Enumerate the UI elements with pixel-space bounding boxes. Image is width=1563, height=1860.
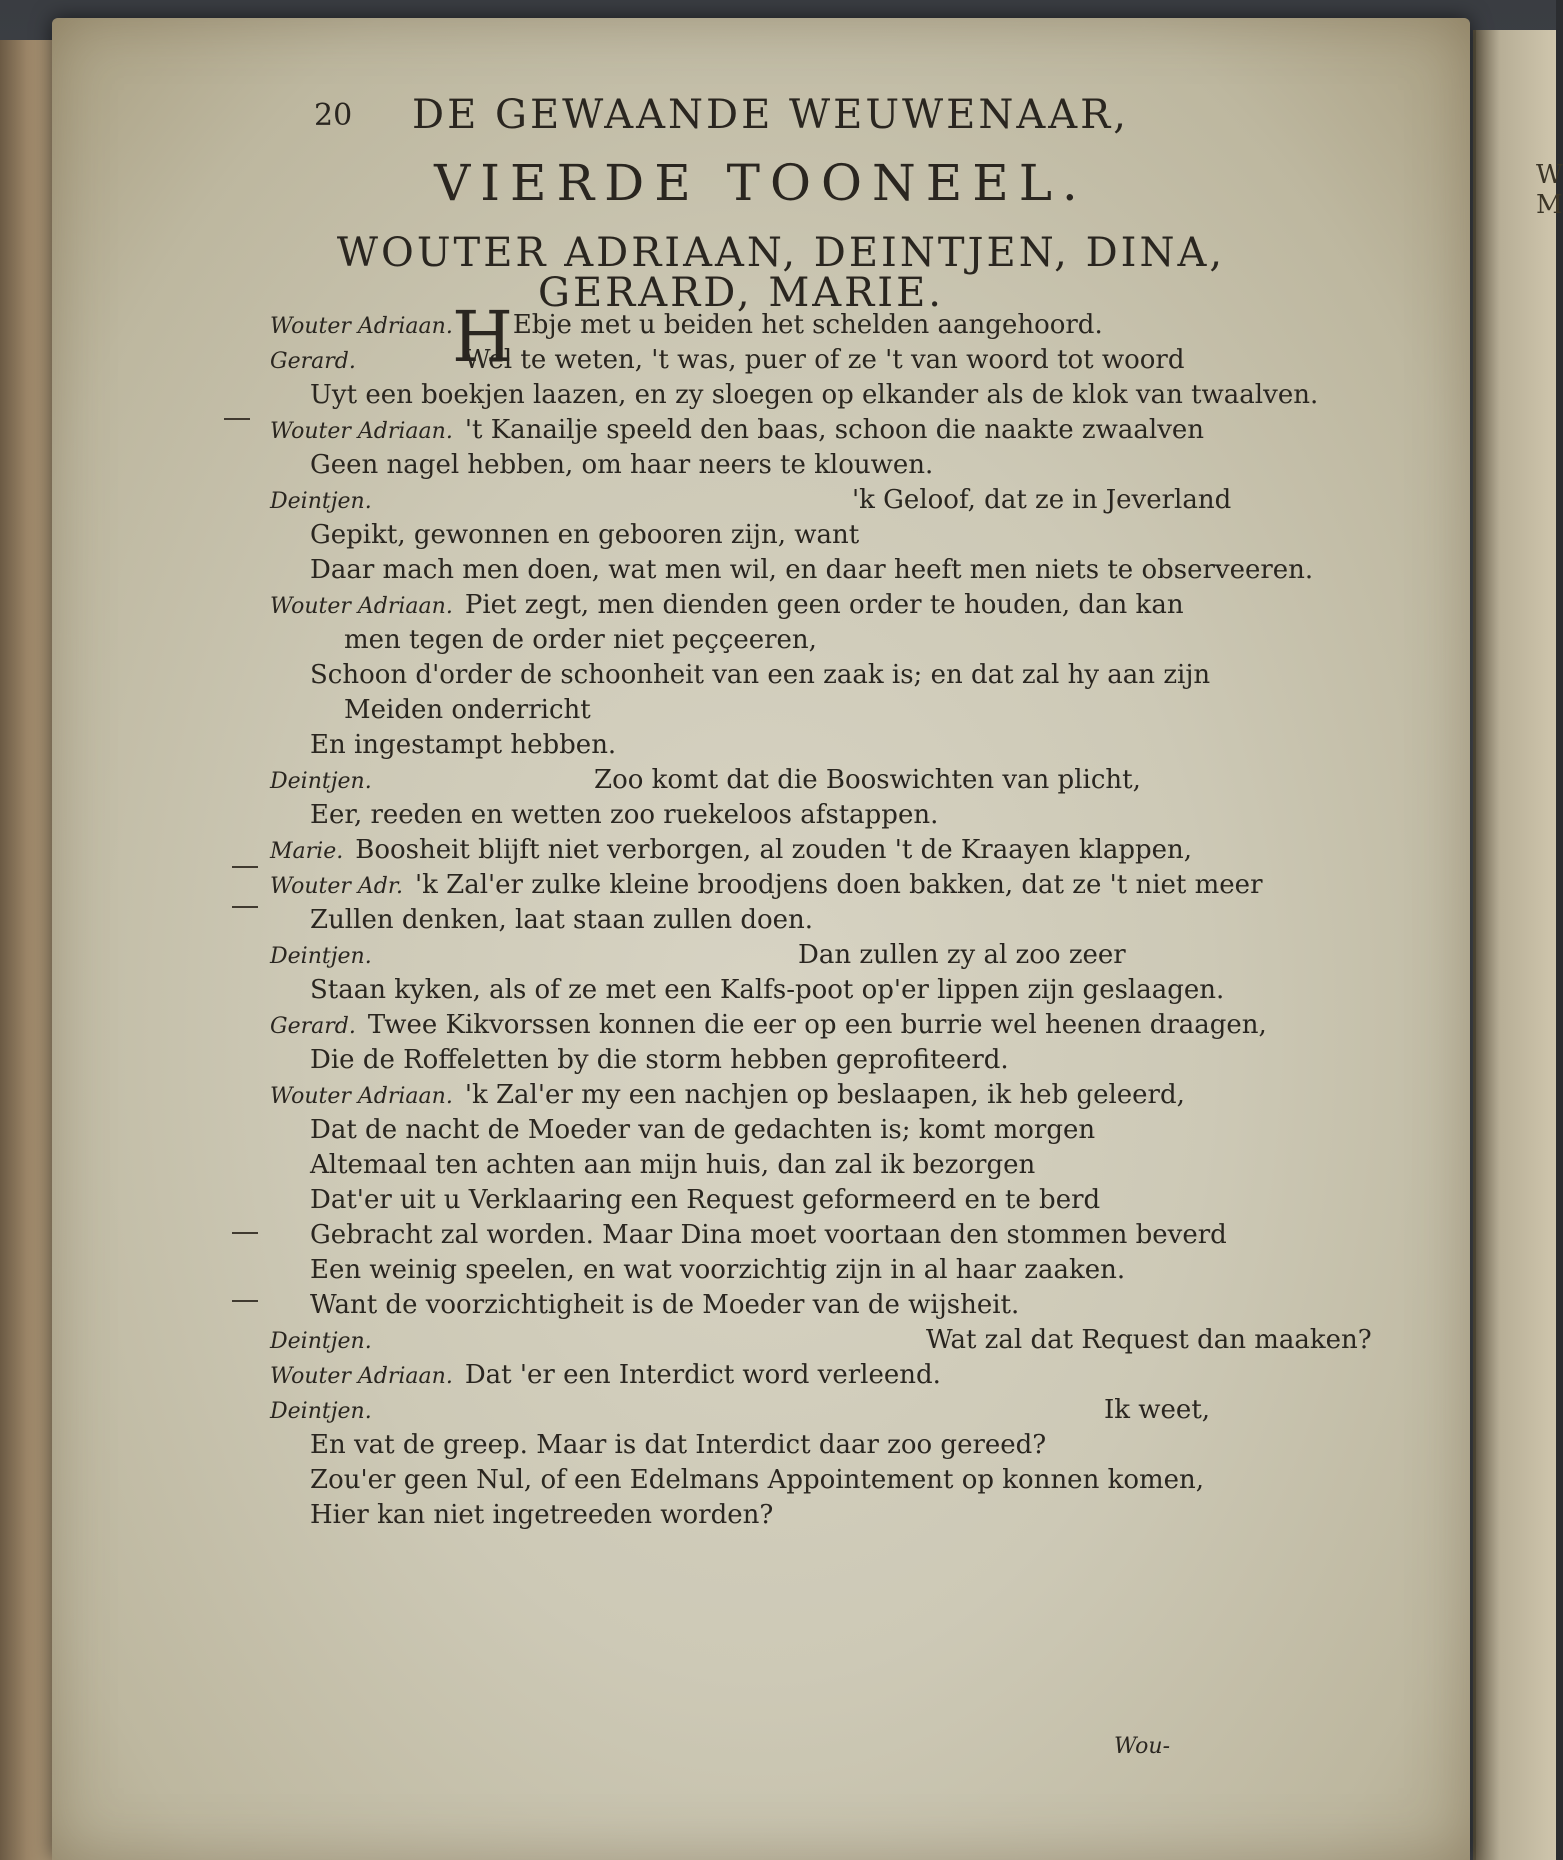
line-text: Een weinig speelen, en wat voorzichtig zijn in al haar zaaken. xyxy=(310,1255,1126,1285)
scene-title: VIERDE TOONEEL. xyxy=(434,154,1088,212)
drop-cap: H xyxy=(452,296,514,378)
dialogue-line xyxy=(310,448,933,482)
line-text: Wel te weten, 't was, puer of ze 't van woord tot woord xyxy=(463,345,1185,375)
line-text: Ebje met u beiden het schelden aangehoord. xyxy=(512,310,1103,340)
speaker-name: Deintjen. xyxy=(270,769,372,794)
line-text: 'k Geloof, dat ze in Jeverland xyxy=(852,485,1232,515)
dialogue-line xyxy=(270,938,384,974)
line-text: Meiden onderricht xyxy=(344,695,591,725)
line-text: En vat de greep. Maar is dat Interdict daar zoo gereed? xyxy=(310,1430,1047,1460)
dialogue-line xyxy=(270,833,1192,869)
line-text: 'k Zal'er zulke kleine broodjens doen bakken, dat ze 't niet meer xyxy=(414,870,1263,900)
line-text: Zullen denken, laat staan zullen doen. xyxy=(310,905,814,935)
dialogue-line xyxy=(310,1253,1125,1287)
line-text: Zoo komt dat die Booswichten van plicht, xyxy=(594,765,1141,795)
dialogue-line xyxy=(310,1113,1095,1147)
line-text: Staan kyken, als of ze met een Kalfs-poot op'er lippen zijn geslaagen. xyxy=(310,975,1225,1005)
dialogue-line xyxy=(310,378,1318,412)
dialogue-line xyxy=(270,1393,384,1429)
dialogue-line xyxy=(310,1043,1009,1077)
running-title: DE GEWAANDE WEUWENAAR, xyxy=(412,92,1129,138)
line-text: Eer, reeden en wetten zoo ruekeloos afstappen. xyxy=(310,800,939,830)
line-text: Altemaal ten achten aan mijn huis, dan zal ik bezorgen xyxy=(310,1150,1036,1180)
speaker-name: Wouter Adriaan. xyxy=(270,1084,453,1109)
line-text: Wat zal dat Request dan maaken? xyxy=(926,1325,1372,1355)
dialogue-line xyxy=(344,693,591,727)
margin-mark xyxy=(232,1300,258,1302)
line-text: Hier kan niet ingetreeden worden? xyxy=(310,1500,774,1530)
dialogue-line-continued xyxy=(798,938,1126,972)
speaker-name: Wouter Adriaan. xyxy=(270,419,453,444)
dialogue-line-continued xyxy=(926,1323,1372,1357)
speaker-name: Wouter Adriaan. xyxy=(270,314,453,339)
dialogue-line xyxy=(270,413,1204,449)
dialogue-line-continued xyxy=(852,483,1231,517)
line-text: Dat de nacht de Moeder van de gedachten is; komt morgen xyxy=(310,1115,1096,1145)
page-number: 20 xyxy=(314,98,353,133)
dialogue-line xyxy=(310,1288,1019,1322)
dialogue-line xyxy=(270,1008,1267,1044)
speaker-name: Deintjen. xyxy=(270,944,372,969)
dialogue-line xyxy=(310,1428,1046,1462)
cast-list-line-1: WOUTER ADRIAAN, DEINTJEN, DINA, xyxy=(336,230,1226,276)
dialogue-line xyxy=(270,763,384,799)
dialogue-line xyxy=(344,623,817,657)
dialogue-line xyxy=(270,308,1103,344)
cast-list-line-2: GERARD, MARIE. xyxy=(537,270,945,316)
speaker-name: Deintjen. xyxy=(270,489,372,514)
speaker-name: Wouter Adriaan. xyxy=(270,594,453,619)
dialogue-line xyxy=(310,1218,1227,1252)
dialogue-line xyxy=(270,1358,941,1394)
line-text: Twee Kikvorssen konnen die eer op een burrie wel heenen draagen, xyxy=(367,1010,1267,1040)
line-text: Piet zegt, men dienden geen order te houden, dan kan xyxy=(464,590,1184,620)
speaker-name: Wouter Adriaan. xyxy=(270,1364,453,1389)
line-text: Geen nagel hebben, om haar neers te klouwen. xyxy=(310,450,934,480)
dialogue-line xyxy=(310,1498,773,1532)
margin-mark xyxy=(232,906,258,908)
margin-mark xyxy=(232,1232,258,1234)
book-page xyxy=(52,18,1470,1860)
dialogue-line xyxy=(270,1078,1185,1114)
margin-mark xyxy=(224,418,250,420)
dialogue-line xyxy=(310,658,1210,692)
facing-page-fragment: M xyxy=(1536,190,1563,220)
speaker-name: Deintjen. xyxy=(270,1399,372,1424)
line-text: Ik weet, xyxy=(1104,1395,1211,1425)
line-text: 't Kanailje speeld den baas, schoon die naakte zwaalven xyxy=(464,415,1205,445)
line-text: men tegen de order niet peççeeren, xyxy=(344,625,817,655)
line-text: En ingestampt hebben. xyxy=(310,730,617,760)
line-text: Daar mach men doen, wat men wil, en daar heeft men niets te observeeren. xyxy=(310,555,1314,585)
line-text: Schoon d'order de schoonheit van een zaak is; en dat zal hy aan zijn xyxy=(310,660,1211,690)
line-text: Dan zullen zy al zoo zeer xyxy=(798,940,1126,970)
margin-mark xyxy=(232,866,258,868)
catchword: Wou- xyxy=(1114,1734,1170,1759)
dialogue-line xyxy=(310,973,1224,1007)
facing-page-edge xyxy=(1473,30,1563,1860)
dialogue-line xyxy=(310,1183,1100,1217)
line-text: Die de Roffeletten by die storm hebben geprofiteerd. xyxy=(310,1045,1009,1075)
dialogue-line xyxy=(270,483,384,519)
speaker-name: Gerard. xyxy=(270,349,356,374)
speaker-name: Marie. xyxy=(270,839,344,864)
dialogue-line xyxy=(310,798,938,832)
dialogue-line xyxy=(270,868,1263,904)
line-text: Dat 'er een Interdict word verleend. xyxy=(464,1360,941,1390)
line-text: Gebracht zal worden. Maar Dina moet voortaan den stommen beverd xyxy=(310,1220,1227,1250)
dialogue-line xyxy=(310,1148,1035,1182)
dialogue-line-continued xyxy=(1104,1393,1210,1427)
dialogue-line xyxy=(310,903,813,937)
dialogue-line xyxy=(310,518,859,552)
dialogue-line xyxy=(270,1323,384,1359)
line-text: Gepikt, gewonnen en gebooren zijn, want xyxy=(310,520,860,550)
line-text: Zou'er geen Nul, of een Edelmans Appointement op konnen komen, xyxy=(310,1465,1205,1495)
line-text: Dat'er uit u Verklaaring een Request geformeerd en te berd xyxy=(310,1185,1101,1215)
speaker-name: Gerard. xyxy=(270,1014,356,1039)
dialogue-line xyxy=(310,553,1313,587)
speaker-name: Deintjen. xyxy=(270,1329,372,1354)
dialogue-line xyxy=(270,588,1184,624)
dialogue-line-continued xyxy=(594,763,1141,797)
dialogue-line xyxy=(270,343,1185,379)
dialogue-line xyxy=(310,728,616,762)
line-text: Want de voorzichtigheit is de Moeder van de wijsheit. xyxy=(310,1290,1020,1320)
line-text: Boosheit blijft niet verborgen, al zouden 't de Kraayen klappen, xyxy=(355,835,1193,865)
speaker-name: Wouter Adr. xyxy=(270,874,403,899)
line-text: 'k Zal'er my een nachjen op beslaapen, ik heb geleerd, xyxy=(464,1080,1185,1110)
line-text: Uyt een boekjen laazen, en zy sloegen op elkander als de klok van twaalven. xyxy=(310,380,1319,410)
facing-page-fragment: W xyxy=(1536,160,1563,190)
dialogue-line xyxy=(310,1463,1204,1497)
